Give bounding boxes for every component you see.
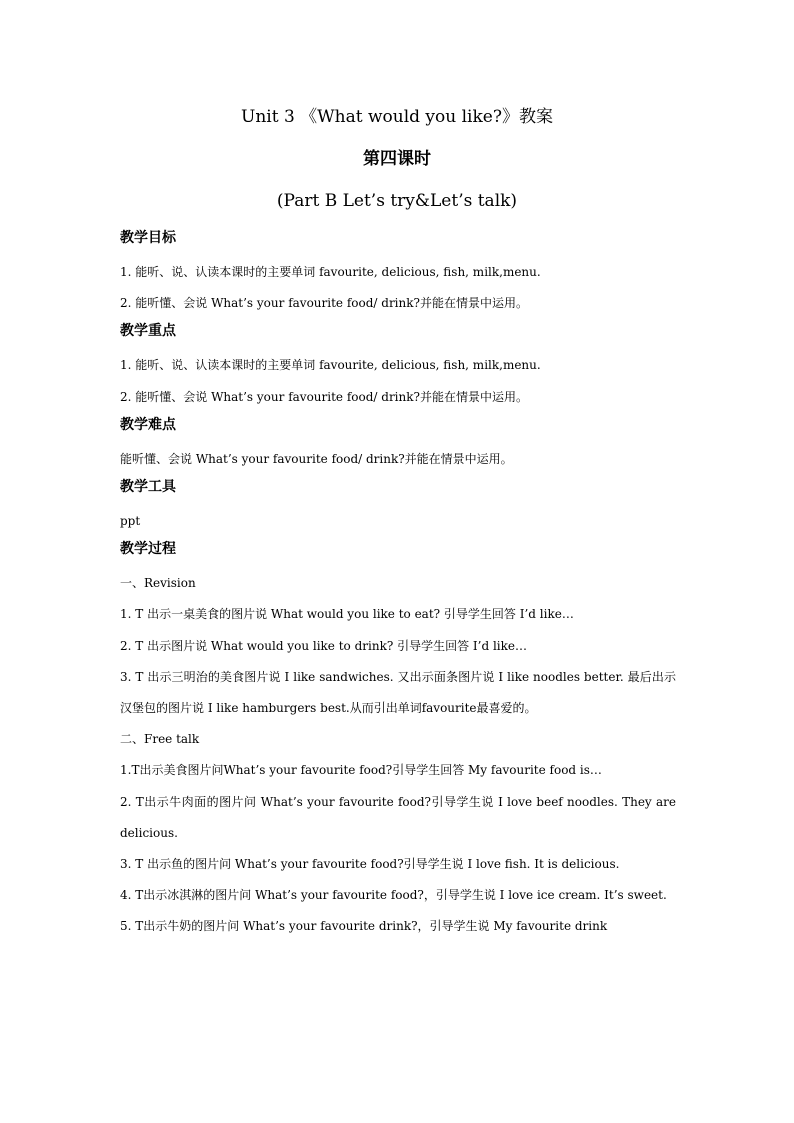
process-step: 4. T出示冰淇淋的图片问 What’s your favourite food?，引导学生说 I love ice cream. It’s sweet. — [120, 888, 667, 903]
process-step: 1. T 出示一桌美食的图片说 What would you like to eat? 引导学生回答 I’d like… — [120, 607, 574, 622]
process-step: 2. T 出示图片说 What would you like to drink? 引导学生回答 I’d like… — [120, 638, 527, 653]
process-step: 1.T出示美食图片问What’s your favourite food?引导学生回答 My favourite food is… — [120, 763, 602, 778]
document-title: Unit 3 《What would you like?》教案 — [241, 107, 553, 127]
process-step: 3. T 出示三明治的美食图片说 I like sandwiches. 又出示面条图片说 I like noodles better. 最后出示汉堡包的图片说 I like hamburgers best.从而引出单词favourite最喜爱的。 — [120, 669, 676, 716]
tool-item: ppt — [120, 514, 141, 529]
difficulty-item: 能听懂、会说 What’s your favourite food/ drink?并能在情景中运用。 — [120, 451, 513, 466]
section-heading-key-points: 教学重点 — [120, 323, 176, 340]
section-heading-goals: 教学目标 — [120, 230, 176, 246]
process-step: 2. T出示牛肉面的图片问 What’s your favourite food?引导学生说 I love beef noodles. They are delicious. — [120, 794, 676, 840]
process-subheading-free-talk: 二、Free talk — [120, 732, 200, 747]
lesson-number: 第四课时 — [363, 149, 431, 169]
key-point-item: 2. 能听懂、会说 What’s your favourite food/ drink?并能在情景中运用。 — [120, 389, 528, 404]
goal-item: 2. 能听懂、会说 What’s your favourite food/ drink?并能在情景中运用。 — [120, 296, 528, 311]
section-heading-process: 教学过程 — [120, 541, 176, 558]
goal-item: 1. 能听、说、认读本课时的主要单词 favourite, delicious, fish, milk,menu. — [120, 265, 541, 279]
process-step: 5. T出示牛奶的图片问 What’s your favourite drink?，引导学生说 My favourite drink — [120, 919, 608, 934]
process-step: 3. T 出示鱼的图片问 What’s your favourite food?引导学生说 I love fish. It is delicious. — [120, 857, 620, 872]
lesson-part: (Part B Let’s try&Let’s talk) — [276, 191, 518, 211]
document-body — [120, 226, 676, 943]
process-subheading-revision: 一、Revision — [120, 576, 196, 591]
section-heading-difficulties: 教学难点 — [120, 416, 176, 433]
key-point-item: 1. 能听、说、认读本课时的主要单词 favourite, delicious, fish, milk,menu. — [120, 358, 541, 373]
section-heading-tools: 教学工具 — [120, 479, 176, 496]
